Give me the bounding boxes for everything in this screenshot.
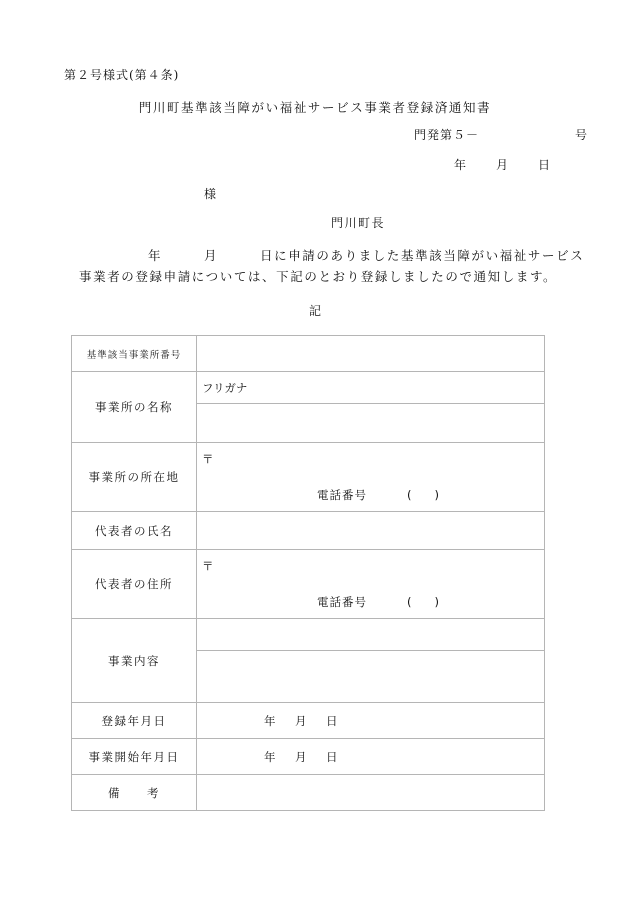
representative-address-value: [197, 550, 545, 619]
start-date-label: 事業開始年月日: [72, 739, 197, 775]
start-year: 年: [264, 749, 276, 764]
office-number-label: 基準該当事業所番号: [72, 336, 197, 372]
representative-name-value: [197, 512, 545, 550]
issue-date-year: 年: [454, 158, 467, 172]
registration-table: [71, 335, 545, 811]
business-content-label: 事業内容: [72, 619, 197, 703]
issue-date-day: 日: [538, 158, 551, 172]
registration-date-value: [197, 703, 545, 739]
office-name-furigana: フリガナ: [197, 372, 545, 404]
table-row-office-address: [72, 443, 545, 512]
office-name-value: [197, 404, 545, 443]
office-number-value: [197, 336, 545, 372]
start-day: 日: [326, 749, 338, 764]
doc-number-suffix: 号: [575, 128, 589, 142]
office-address-value: [197, 443, 545, 512]
office-phone-paren: ( ): [407, 488, 439, 502]
form-number: 第２号様式(第４条): [64, 68, 180, 82]
registration-month: 月: [295, 713, 307, 728]
office-name-label: 事業所の名称: [72, 372, 197, 443]
table-row-remarks: [72, 775, 545, 811]
representative-address-label: 代表者の住所: [72, 550, 197, 619]
document-title: 門川町基準該当障がい福祉サービス事業者登録済通知書: [138, 100, 492, 115]
office-phone: [317, 487, 439, 503]
business-content-value-2: [197, 651, 545, 703]
body-month: 月: [204, 248, 219, 263]
start-date-value: [197, 739, 545, 775]
table-row-start-date: [72, 739, 545, 775]
representative-postal-mark: 〒: [202, 559, 214, 573]
office-postal-mark: 〒: [202, 452, 214, 466]
addressee-suffix: 様: [204, 187, 217, 201]
doc-number-prefix: 門発第５－: [414, 128, 480, 142]
business-content-value-1: [197, 619, 545, 651]
body-line-2: 事業者の登録申請については、下記のとおり登録しましたので通知します。: [79, 269, 558, 284]
representative-phone: [317, 594, 439, 610]
table-row-representative-address: [72, 550, 545, 619]
office-address-label: 事業所の所在地: [72, 443, 197, 512]
remarks-value: [197, 775, 545, 811]
issue-date-month: 月: [496, 158, 509, 172]
registration-date-label: 登録年月日: [72, 703, 197, 739]
body-year: 年: [148, 248, 163, 263]
body-line-1: [148, 246, 584, 264]
ki-heading: 記: [309, 304, 322, 318]
table-row-representative-name: [72, 512, 545, 550]
body-line-1-text: 日に申請のありました基準該当障がい福祉サービス: [260, 248, 585, 263]
registration-day: 日: [326, 713, 338, 728]
remarks-label: 備 考: [72, 775, 197, 811]
representative-phone-paren: ( ): [407, 595, 439, 609]
representative-name-label: 代表者の氏名: [72, 512, 197, 550]
issuer: 門川町長: [331, 216, 386, 230]
document-number: [414, 126, 588, 143]
table-row-office-number: [72, 336, 545, 372]
representative-phone-label: 電話番号: [317, 595, 367, 609]
table-row-office-name-furigana: [72, 372, 545, 404]
table-row-business-content-1: [72, 619, 545, 651]
table-row-registration-date: [72, 703, 545, 739]
registration-year: 年: [264, 713, 276, 728]
issue-date: [454, 156, 550, 173]
start-month: 月: [295, 749, 307, 764]
office-phone-label: 電話番号: [317, 488, 367, 502]
